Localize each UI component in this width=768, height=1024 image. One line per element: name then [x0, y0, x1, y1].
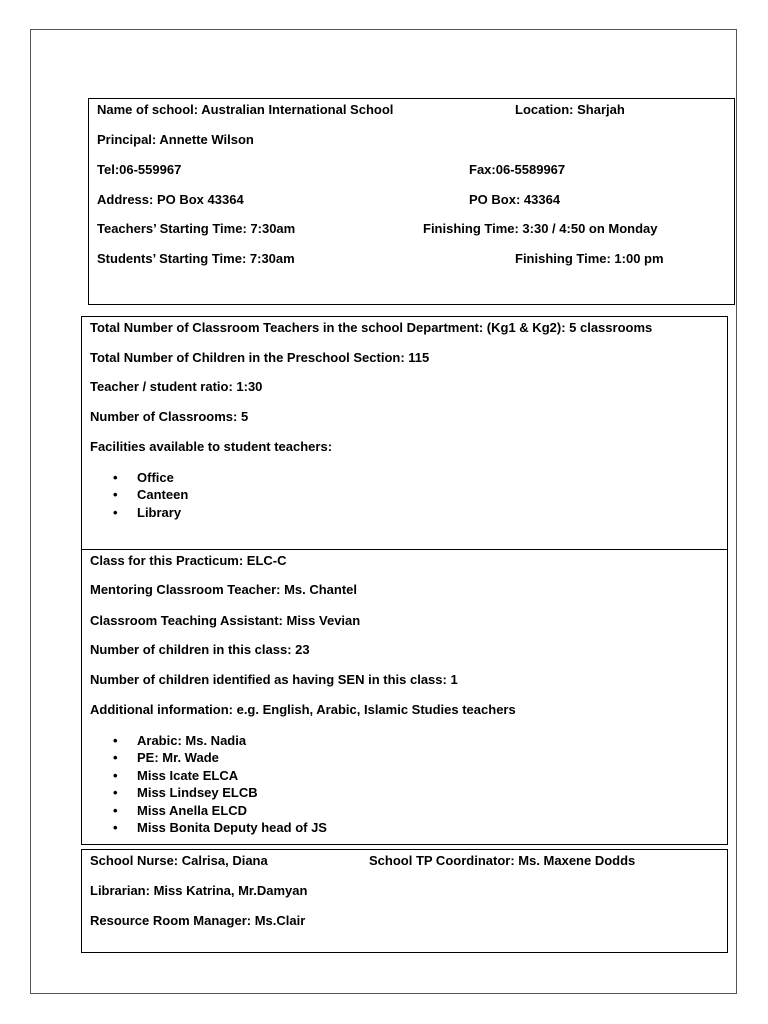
- resource-room-manager: Resource Room Manager: Ms.Clair: [90, 913, 306, 928]
- list-item: • Miss Lindsey ELCB: [113, 785, 258, 801]
- po-box: PO Box: 43364: [469, 192, 561, 207]
- bullet-icon: •: [113, 802, 118, 818]
- bullet-icon: •: [113, 504, 118, 520]
- sen-children: Number of children identified as having SEN in this class: 1: [90, 672, 458, 687]
- list-item: • Miss Icate ELCA: [113, 767, 239, 783]
- principal: Principal: Annette Wilson: [97, 132, 254, 147]
- teaching-assistant: Classroom Teaching Assistant: Miss Vevian: [90, 613, 361, 628]
- students-starting-time: Students’ Starting Time: 7:30am: [97, 251, 295, 266]
- mentoring-teacher: Mentoring Classroom Teacher: Ms. Chantel: [90, 582, 358, 597]
- address: Address: PO Box 43364: [97, 192, 244, 207]
- fax: Fax:06-5589967: [469, 162, 566, 177]
- additional-info-label: Additional information: e.g. English, Arabic, Islamic Studies teachers: [90, 702, 516, 717]
- school-location: Location: Sharjah: [515, 102, 625, 117]
- number-of-classrooms: Number of Classrooms: 5: [90, 409, 249, 424]
- list-item: • Miss Bonita Deputy head of JS: [113, 820, 327, 836]
- practicum-class: Class for this Practicum: ELC-C: [90, 553, 287, 568]
- librarian: Librarian: Miss Katrina, Mr.Damyan: [90, 883, 308, 898]
- list-item: • Canteen: [113, 487, 189, 503]
- list-item: • Office: [113, 470, 174, 485]
- teacher-student-ratio: Teacher / student ratio: 1:30: [90, 379, 263, 394]
- telephone: Tel:06-559967: [97, 162, 182, 177]
- school-name: Name of school: Australian International School: [97, 102, 394, 117]
- total-children: Total Number of Children in the Preschool Section: 115: [90, 350, 430, 365]
- list-item: • Arabic: Ms. Nadia: [113, 733, 247, 748]
- additional-teachers-list: [113, 732, 327, 836]
- total-teachers: Total Number of Classroom Teachers in the school Department: (Kg1 & Kg2): 5 classrooms: [90, 320, 653, 335]
- tp-coordinator: School TP Coordinator: Ms. Maxene Dodds: [369, 853, 636, 868]
- bullet-icon: •: [113, 487, 118, 503]
- list-item: • Library: [113, 504, 182, 520]
- list-item: • PE: Mr. Wade: [113, 750, 219, 766]
- teachers-finishing-time: Finishing Time: 3:30 / 4:50 on Monday: [423, 221, 658, 236]
- bullet-icon: •: [113, 470, 118, 485]
- bullet-icon: •: [113, 785, 118, 801]
- list-item: • Miss Anella ELCD: [113, 802, 248, 818]
- facilities-label: Facilities available to student teachers:: [90, 439, 333, 454]
- children-in-class: Number of children in this class: 23: [90, 642, 310, 657]
- bullet-icon: •: [113, 750, 118, 766]
- bullet-icon: •: [113, 820, 118, 836]
- school-nurse: School Nurse: Calrisa, Diana: [90, 853, 268, 868]
- bullet-icon: •: [113, 733, 118, 748]
- teachers-starting-time: Teachers’ Starting Time: 7:30am: [97, 221, 296, 236]
- bullet-icon: •: [113, 767, 118, 783]
- students-finishing-time: Finishing Time: 1:00 pm: [515, 251, 664, 266]
- facilities-list: [113, 469, 189, 521]
